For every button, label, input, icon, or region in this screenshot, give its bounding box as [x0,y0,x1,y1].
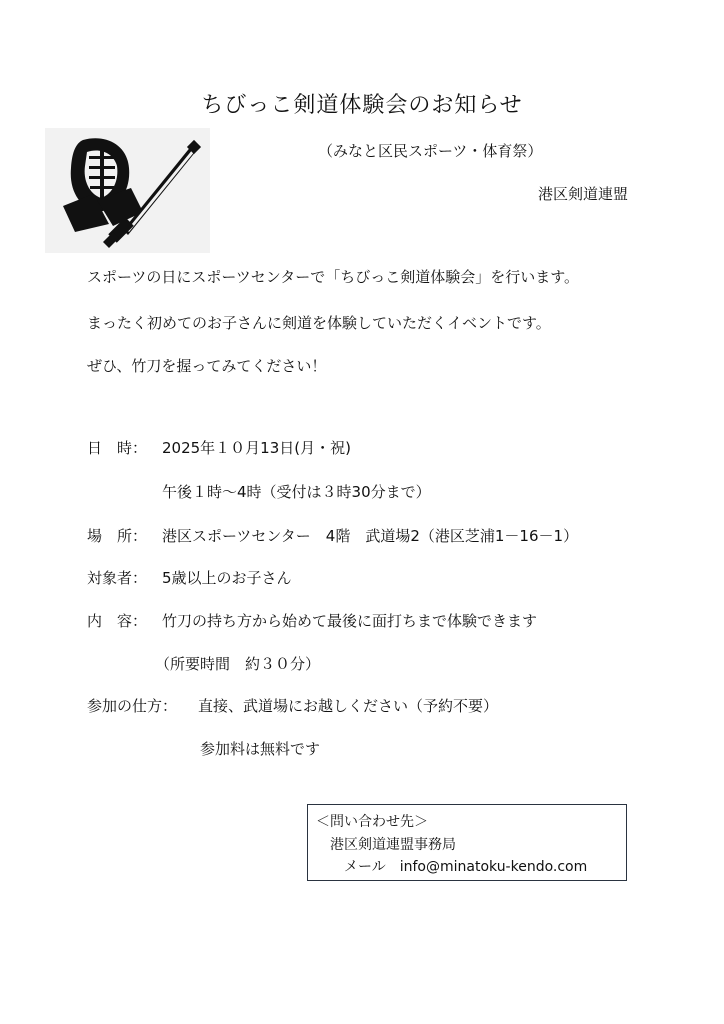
join-value: 直接、武道場にお越しください（予約不要） [198,697,499,715]
intro-line-3: ぜひ、竹刀を握ってみてください！ [87,357,327,375]
contact-heading: ＜問い合わせ先＞ [316,814,428,830]
contact-office: 港区剣道連盟事務局 [330,837,456,853]
intro-line-1: スポーツの日にスポーツセンターで「ちびっこ剣道体験会」を行います。 [87,268,580,286]
place-value: 港区スポーツセンター 4階 武道場2（港区芝浦1－16－1） [162,527,579,545]
kendo-mask-and-shinai-icon [45,128,210,253]
target-value: 5歳以上のお子さん [162,569,292,587]
page-title: ちびっこ剣道体験会のお知らせ [201,93,523,118]
event-subtitle: （みなと区民スポーツ・体育祭） [318,142,543,160]
date-label: 日 時： [87,439,148,457]
target-label: 対象者： [87,569,148,587]
date-value: 2025年１０月13日(月・祝) [162,439,351,457]
fee-value: 参加料は無料です [200,740,321,758]
content-value: 竹刀の持ち方から始めて最後に面打ちまで体験できます [162,612,538,630]
duration-value: （所要時間 約３０分） [155,655,321,673]
contact-email: メール info@minatoku-kendo.com [344,859,588,875]
join-label: 参加の仕方： [87,697,178,715]
organizer-name: 港区剣道連盟 [538,185,629,203]
intro-line-2: まったく初めてのお子さんに剣道を体験していただくイベントです。 [87,314,551,332]
time-value: 午後１時～4時（受付は３時30分まで） [162,483,431,501]
contact-box [307,804,627,881]
content-label: 内 容： [87,612,148,630]
place-label: 場 所： [87,527,148,545]
